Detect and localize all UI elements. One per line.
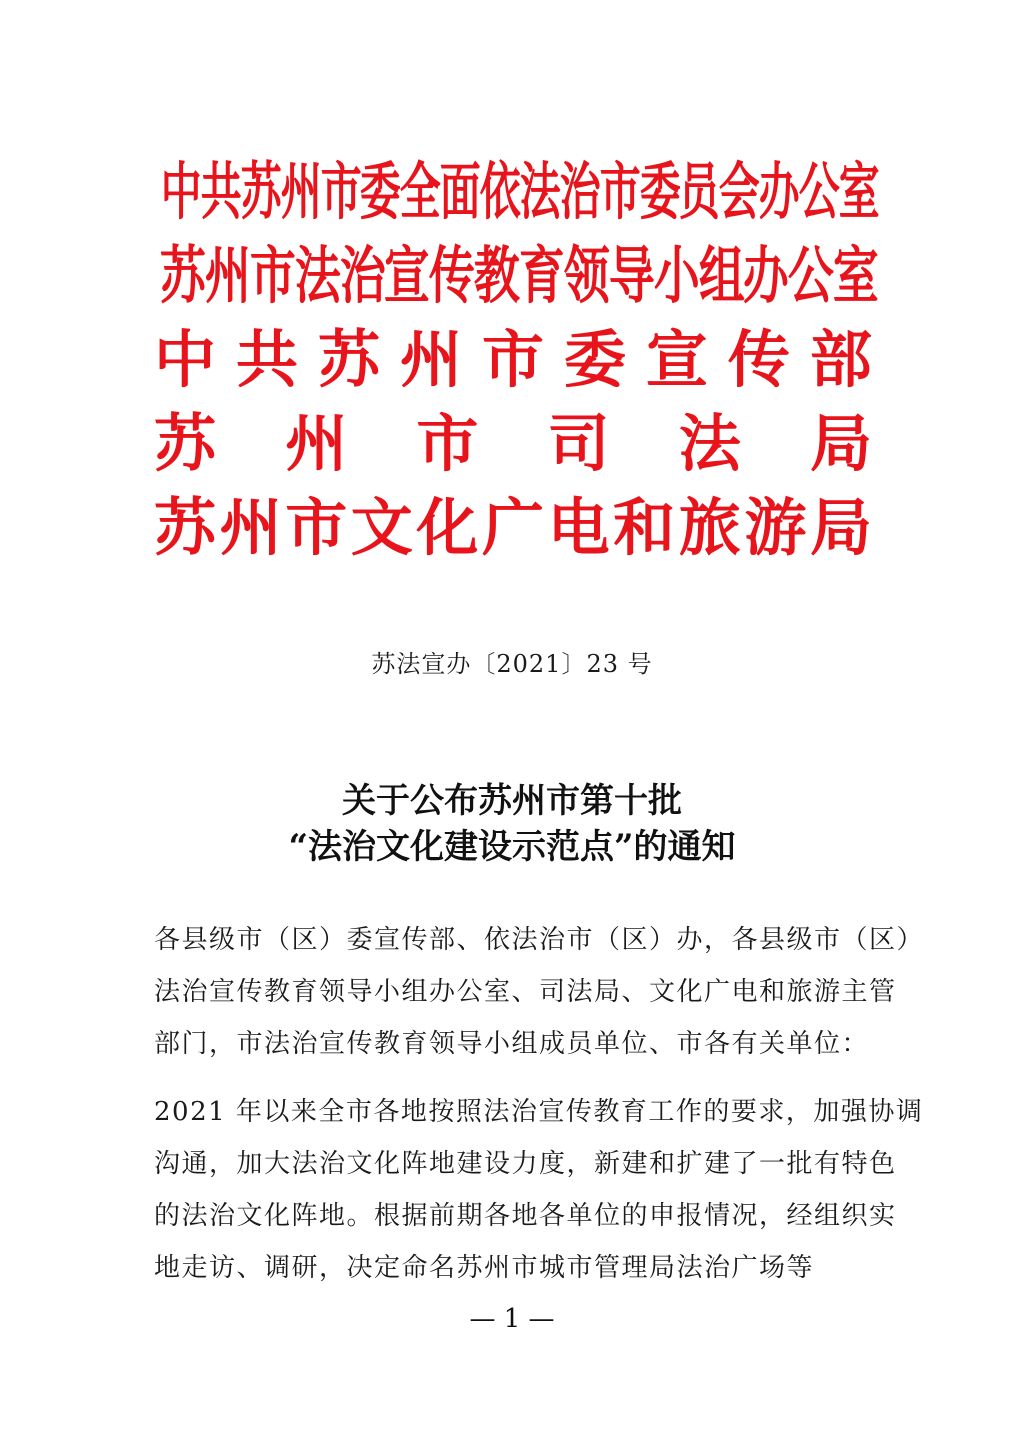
- issuer-char: 面: [439, 155, 481, 228]
- paragraph-line: 2021 年以来全市各地按照法治宣传教育工作的要求，加强协调: [154, 1097, 924, 1127]
- issuer-char: 共: [235, 323, 298, 396]
- issuing-authorities-header: [154, 150, 880, 570]
- issuer-char: 局: [809, 491, 872, 564]
- issuer-char: 治: [339, 239, 386, 312]
- issuer-char: 部: [809, 323, 872, 396]
- issuer-char: 传: [429, 239, 475, 312]
- body-paragraph: [154, 1086, 924, 1294]
- issuer-char: 市: [599, 155, 641, 228]
- issuer-char: 小: [653, 239, 700, 312]
- issuer-char: 州: [285, 407, 348, 480]
- issuer-char: 苏: [240, 155, 282, 228]
- issuer-char: 化: [416, 491, 479, 564]
- paragraph-line: 的法治文化阵地。根据前期各地各单位的申报情况，经组织实: [154, 1201, 897, 1231]
- page-number: — 1 —: [469, 1304, 555, 1334]
- issuer-char: 文: [350, 491, 413, 564]
- issuer-char: 领: [563, 239, 610, 312]
- document-number: 苏法宣办〔2021〕23 号: [371, 650, 653, 678]
- issuer-char: 州: [280, 155, 322, 228]
- issuer-char: 治: [559, 155, 601, 228]
- issuer-char: 广: [481, 491, 544, 564]
- issuer-char: 室: [832, 239, 879, 312]
- issuer-char: 市: [285, 491, 348, 564]
- issuer-char: 办: [758, 155, 800, 228]
- issuer-char: 法: [678, 407, 741, 480]
- issuer-char: 旅: [678, 491, 741, 564]
- issuer-char: 和: [613, 491, 676, 564]
- issuer-char: 依: [479, 155, 521, 228]
- issuer-char: 中: [160, 155, 202, 228]
- title-line-2: “法治文化建设示范点”的通知: [288, 827, 736, 867]
- issuer-char: 市: [320, 155, 362, 228]
- issuer-char: 宣: [384, 239, 431, 312]
- issuer-char: 会: [719, 155, 760, 228]
- issuer-char: 法: [294, 239, 341, 312]
- issuer-line-5: [154, 486, 872, 570]
- issuer-char: 苏: [159, 239, 206, 312]
- issuer-char: 委: [360, 155, 402, 228]
- issuer-line-3: [154, 318, 872, 402]
- issuer-char: 教: [473, 239, 520, 312]
- issuer-char: 员: [679, 155, 721, 228]
- title-line-1: 关于公布苏州市第十批: [342, 781, 682, 821]
- issuer-char: 电: [547, 491, 610, 564]
- addressee-line: 法治宣传教育领导小组办公室、司法局、文化广电和旅游主管: [154, 977, 897, 1007]
- issuer-char: 司: [547, 407, 610, 480]
- addressee-line: 各县级市（区）委宣传部、依法治市（区）办，各县级市（区）: [154, 925, 925, 955]
- paragraph-line: 沟通，加大法治文化阵地建设力度，新建和扩建了一批有特色: [154, 1149, 897, 1179]
- issuer-char: 导: [608, 239, 655, 312]
- paragraph-line: 地走访、调研，决定命名苏州市城市管理局法治广场等: [154, 1253, 815, 1283]
- issuer-char: 局: [809, 407, 872, 480]
- issuer-char: 共: [200, 155, 242, 228]
- issuer-char: 州: [219, 491, 282, 564]
- issuer-char: 州: [399, 323, 462, 396]
- issuer-char: 室: [838, 155, 880, 228]
- issuer-char: 苏: [154, 407, 217, 480]
- addressee-line: 部门，市法治宣传教育领导小组成员单位、市各有关单位：: [154, 1029, 870, 1059]
- issuer-char: 市: [481, 323, 544, 396]
- issuer-char: 市: [249, 239, 296, 312]
- issuer-char: 公: [788, 239, 834, 312]
- issuer-char: 苏: [317, 323, 380, 396]
- document-title: [0, 778, 1024, 870]
- issuer-char: 州: [204, 239, 251, 312]
- issuer-char: 苏: [154, 491, 217, 564]
- issuer-char: 委: [563, 323, 626, 396]
- issuer-line-1: [154, 150, 880, 234]
- issuer-line-4: [154, 402, 872, 486]
- addressee-block: [154, 914, 925, 1070]
- issuer-char: 宣: [645, 323, 708, 396]
- issuer-char: 传: [727, 323, 790, 396]
- issuer-char: 中: [154, 323, 217, 396]
- issuer-char: 游: [744, 491, 807, 564]
- issuer-char: 市: [416, 407, 479, 480]
- issuer-char: 公: [798, 155, 840, 228]
- issuer-char: 法: [519, 155, 561, 228]
- issuer-line-2: [154, 234, 879, 318]
- issuer-char: 委: [639, 155, 681, 228]
- issuer-char: 育: [518, 239, 565, 312]
- issuer-char: 全: [400, 155, 441, 228]
- issuer-char: 办: [743, 239, 790, 312]
- issuer-char: 组: [698, 239, 745, 312]
